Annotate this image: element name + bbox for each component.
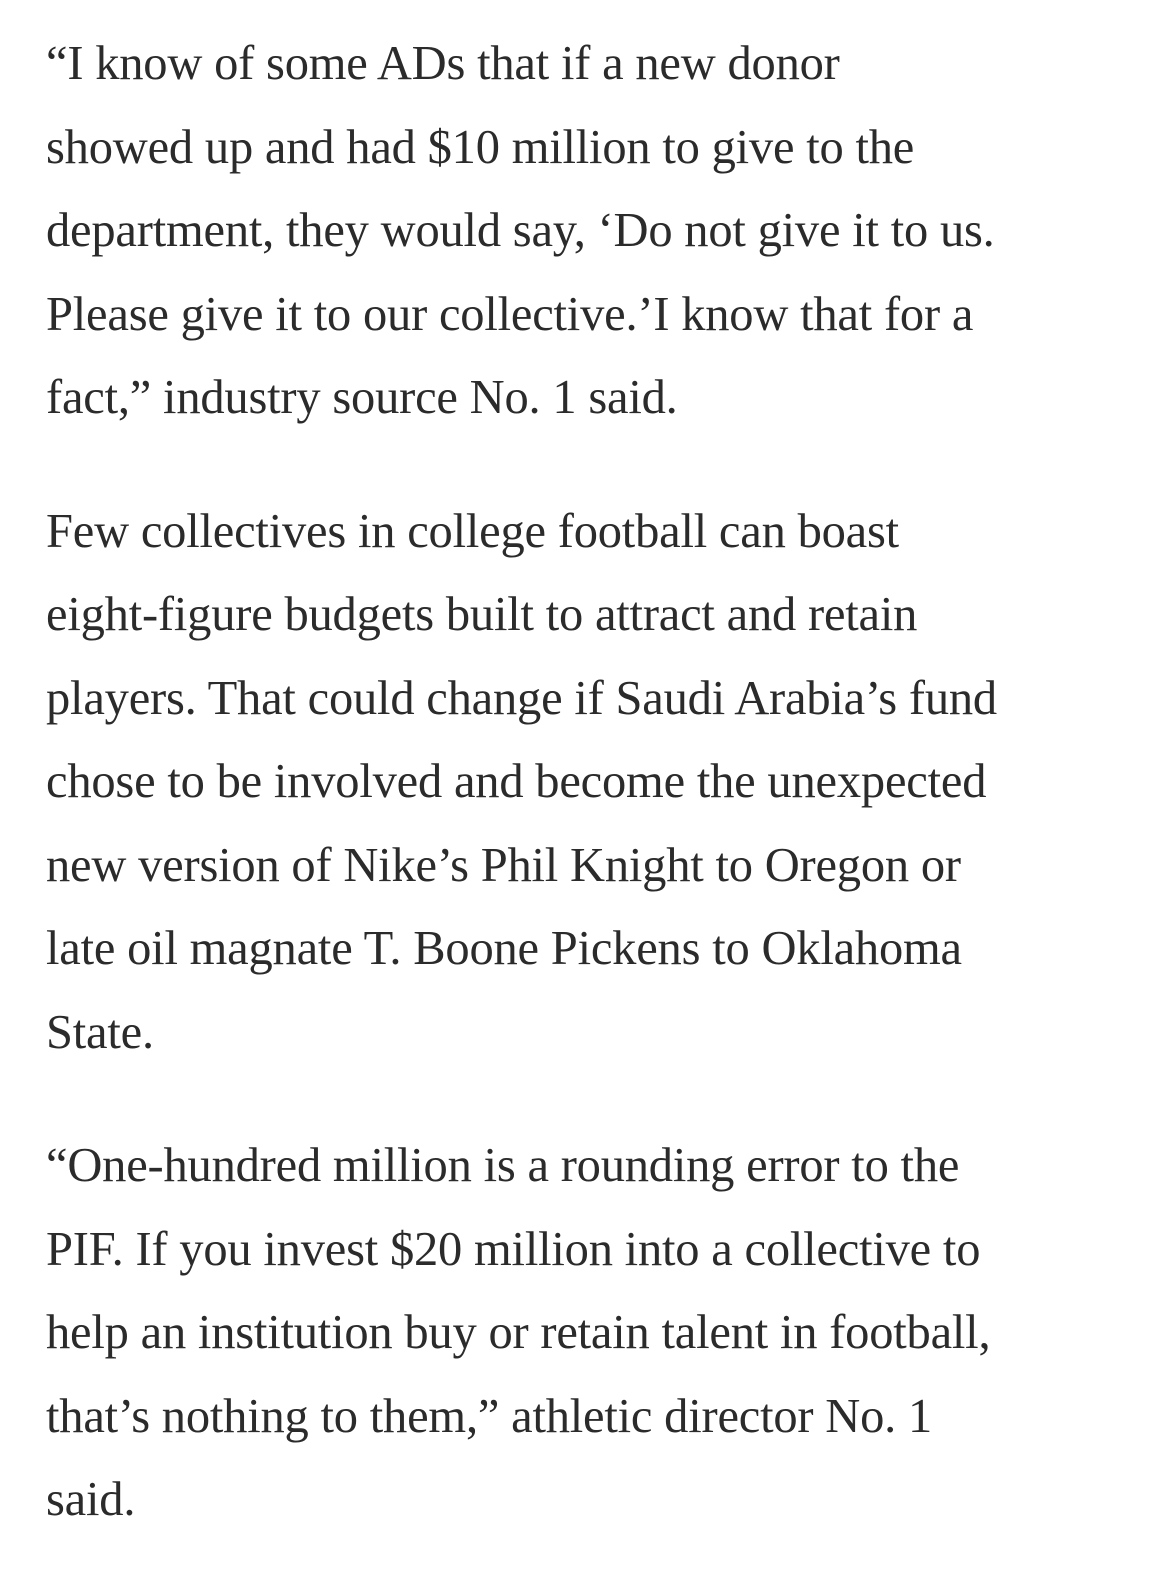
text-line: said. [46,1473,136,1526]
text-line: State. [46,1005,154,1059]
text-line: fact,” industry source No. 1 said. [46,371,678,424]
text-line: showed up and had $10 million to give to the [46,120,915,174]
text-line: help an institution buy or retain talent in football, [46,1306,991,1359]
text-line: “One-hundred million is a rounding error to the [46,1139,960,1192]
paragraph-industry-source-quote [46,22,1139,440]
text-line: Please give it to our collective.’I know that for a [46,287,974,341]
paragraph-collectives-budgets [46,490,1139,1075]
text-line: that’s nothing to them,” athletic director No. 1 [46,1389,933,1443]
text-line: chose to be involved and become the unexpected [46,755,987,808]
text-line: late oil magnate T. Boone Pickens to Oklahoma [46,922,962,975]
text-line: new version of Nike’s Phil Knight to Oregon or [46,838,961,892]
text-line: eight-figure budgets built to attract and retain [46,588,918,641]
text-line: department, they would say, ‘Do not give it to us. [46,204,995,257]
text-line: Few collectives in college football can boast [46,504,899,558]
text-line: PIF. If you invest $20 million into a collective to [46,1222,981,1276]
text-line: players. That could change if Saudi Arabia’s fund [46,671,997,725]
paragraph-athletic-director-quote [46,1124,1139,1542]
text-line: “I know of some ADs that if a new donor [46,37,840,90]
